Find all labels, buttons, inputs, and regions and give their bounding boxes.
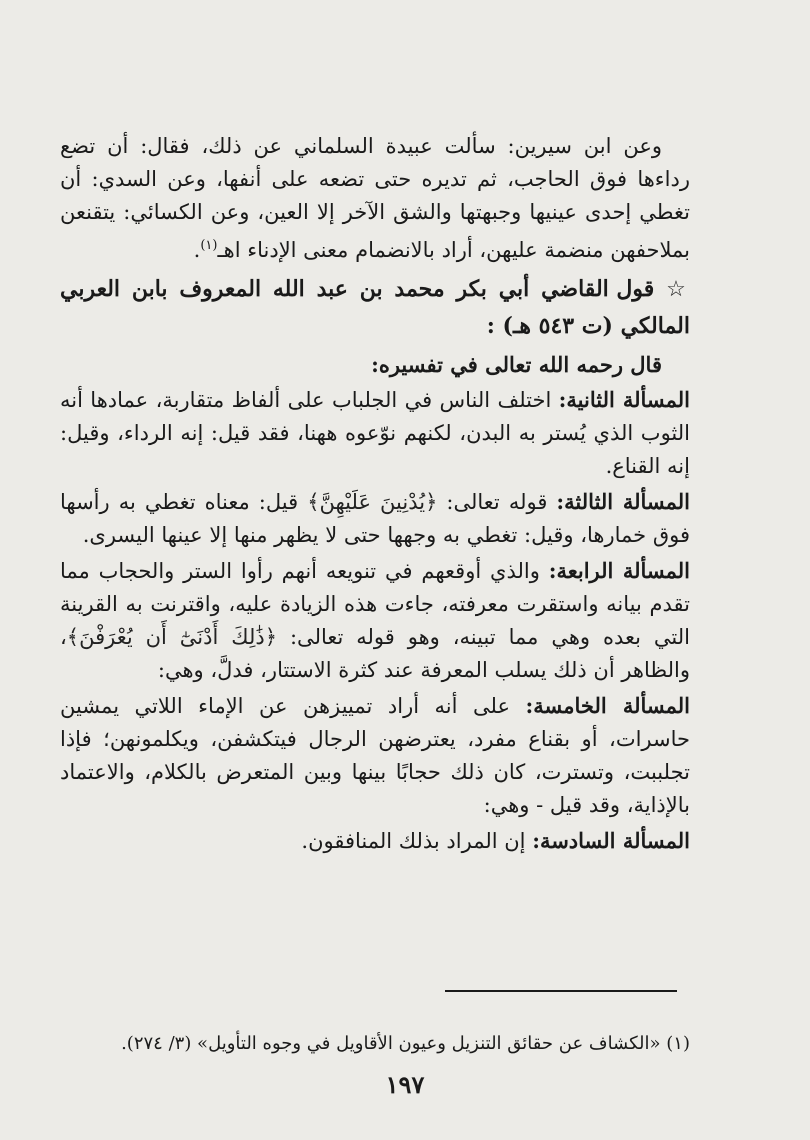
issue-3	[60, 485, 690, 552]
footnote: (١) «الكشاف عن حقائق التنزيل وعيون الأقاويل في وجوه التأويل» (٣/ ٢٧٤).	[121, 1033, 690, 1054]
issue-text: والذي أوقعهم في تنويعه أنهم رأوا الستر والحجاب مما تقدم بيانه واستقرت معرفته، جاءت هذه الزيادة عليه، واقترنت به القرينة التي بعده وهي مما تبينه، وهو قوله تعالى:	[60, 559, 690, 649]
section-heading-text: قول القاضي أبي بكر محمد بن عبد الله المعروف بابن العربي المالكي (ت ٥٤٣ هـ) :	[60, 276, 690, 339]
intro-paragraph	[60, 130, 690, 267]
intro-end: .	[193, 238, 201, 262]
quran-quote: ﴿يُدْنِينَ عَلَيْهِنَّ﴾	[307, 490, 438, 514]
issue-6	[60, 824, 690, 858]
issue-4	[60, 554, 690, 687]
quran-quote: ﴿ذَٰلِكَ أَدْنَىٰٓ أَن يُعْرَفْنَ﴾	[66, 625, 278, 649]
footnote-ref[interactable]: (١)	[200, 238, 218, 253]
issue-title: المسألة الثانية:	[558, 387, 690, 412]
issue-text: قيل: معناه تغطي به رأسها فوق خمارها، وقيل: تغطي به وجهها حتى لا يظهر منها إلا عينها اليسرى.	[60, 490, 690, 547]
issue-title: المسألة الرابعة:	[548, 558, 690, 583]
section-subheading: قال رحمه الله تعالى في تفسيره:	[371, 352, 662, 377]
issue-text: اختلف الناس في الجلباب على ألفاظ متقاربة، عمادها أنه الثوب الذي يُستر به البدن، لكنهم نوّعوه ههنا، فقد قيل: إنه الرداء، وقيل: إنه القناع.	[60, 388, 690, 478]
star-icon: ☆	[666, 277, 690, 302]
section-heading	[60, 271, 690, 344]
issue-text: ، والظاهر أن ذلك يسلب المعرفة عند كثرة الاستتار، فدلَّ، وهي:	[60, 625, 690, 682]
issue-title: المسألة الخامسة:	[525, 693, 691, 718]
issue-title: المسألة الثالثة:	[556, 489, 690, 514]
page-number: ١٩٧	[385, 1070, 425, 1099]
issue-text: على أنه أراد تمييزهن عن الإماء اللاتي يمشين حاسرات، أو بقناع مفرد، يعترضهن الرجال فيتكشفن، ويكلمونهن؛ فإذا تجلببت، وتسترت، كان ذلك حجابًا بينها وبين المتعرض بالكلام، والاعتماد بالإذاية، وقد قيل - وهي:	[60, 694, 690, 817]
page-body	[60, 130, 690, 858]
issue-title: المسألة السادسة:	[532, 828, 690, 853]
issue-text: قوله تعالى:	[437, 490, 557, 514]
intro-text: وعن ابن سيرين: سألت عبيدة السلماني عن ذلك، فقال: أن تضع رداءها فوق الحاجب، ثم تديره حتى تضعه على أنفها، وعن السدي: أن تغطي إحدى عينيها وجبهتها والشق الآخر إلا العين، وعن الكسائي: يتقنعن بملاحفهن منضمة عليهن، أراد بالانضمام معنى الإدناء اهـ	[60, 134, 690, 262]
issue-2	[60, 383, 690, 483]
footnote-divider	[445, 990, 677, 992]
issue-text: إن المراد بذلك المنافقون.	[301, 829, 533, 853]
issue-5	[60, 689, 690, 822]
